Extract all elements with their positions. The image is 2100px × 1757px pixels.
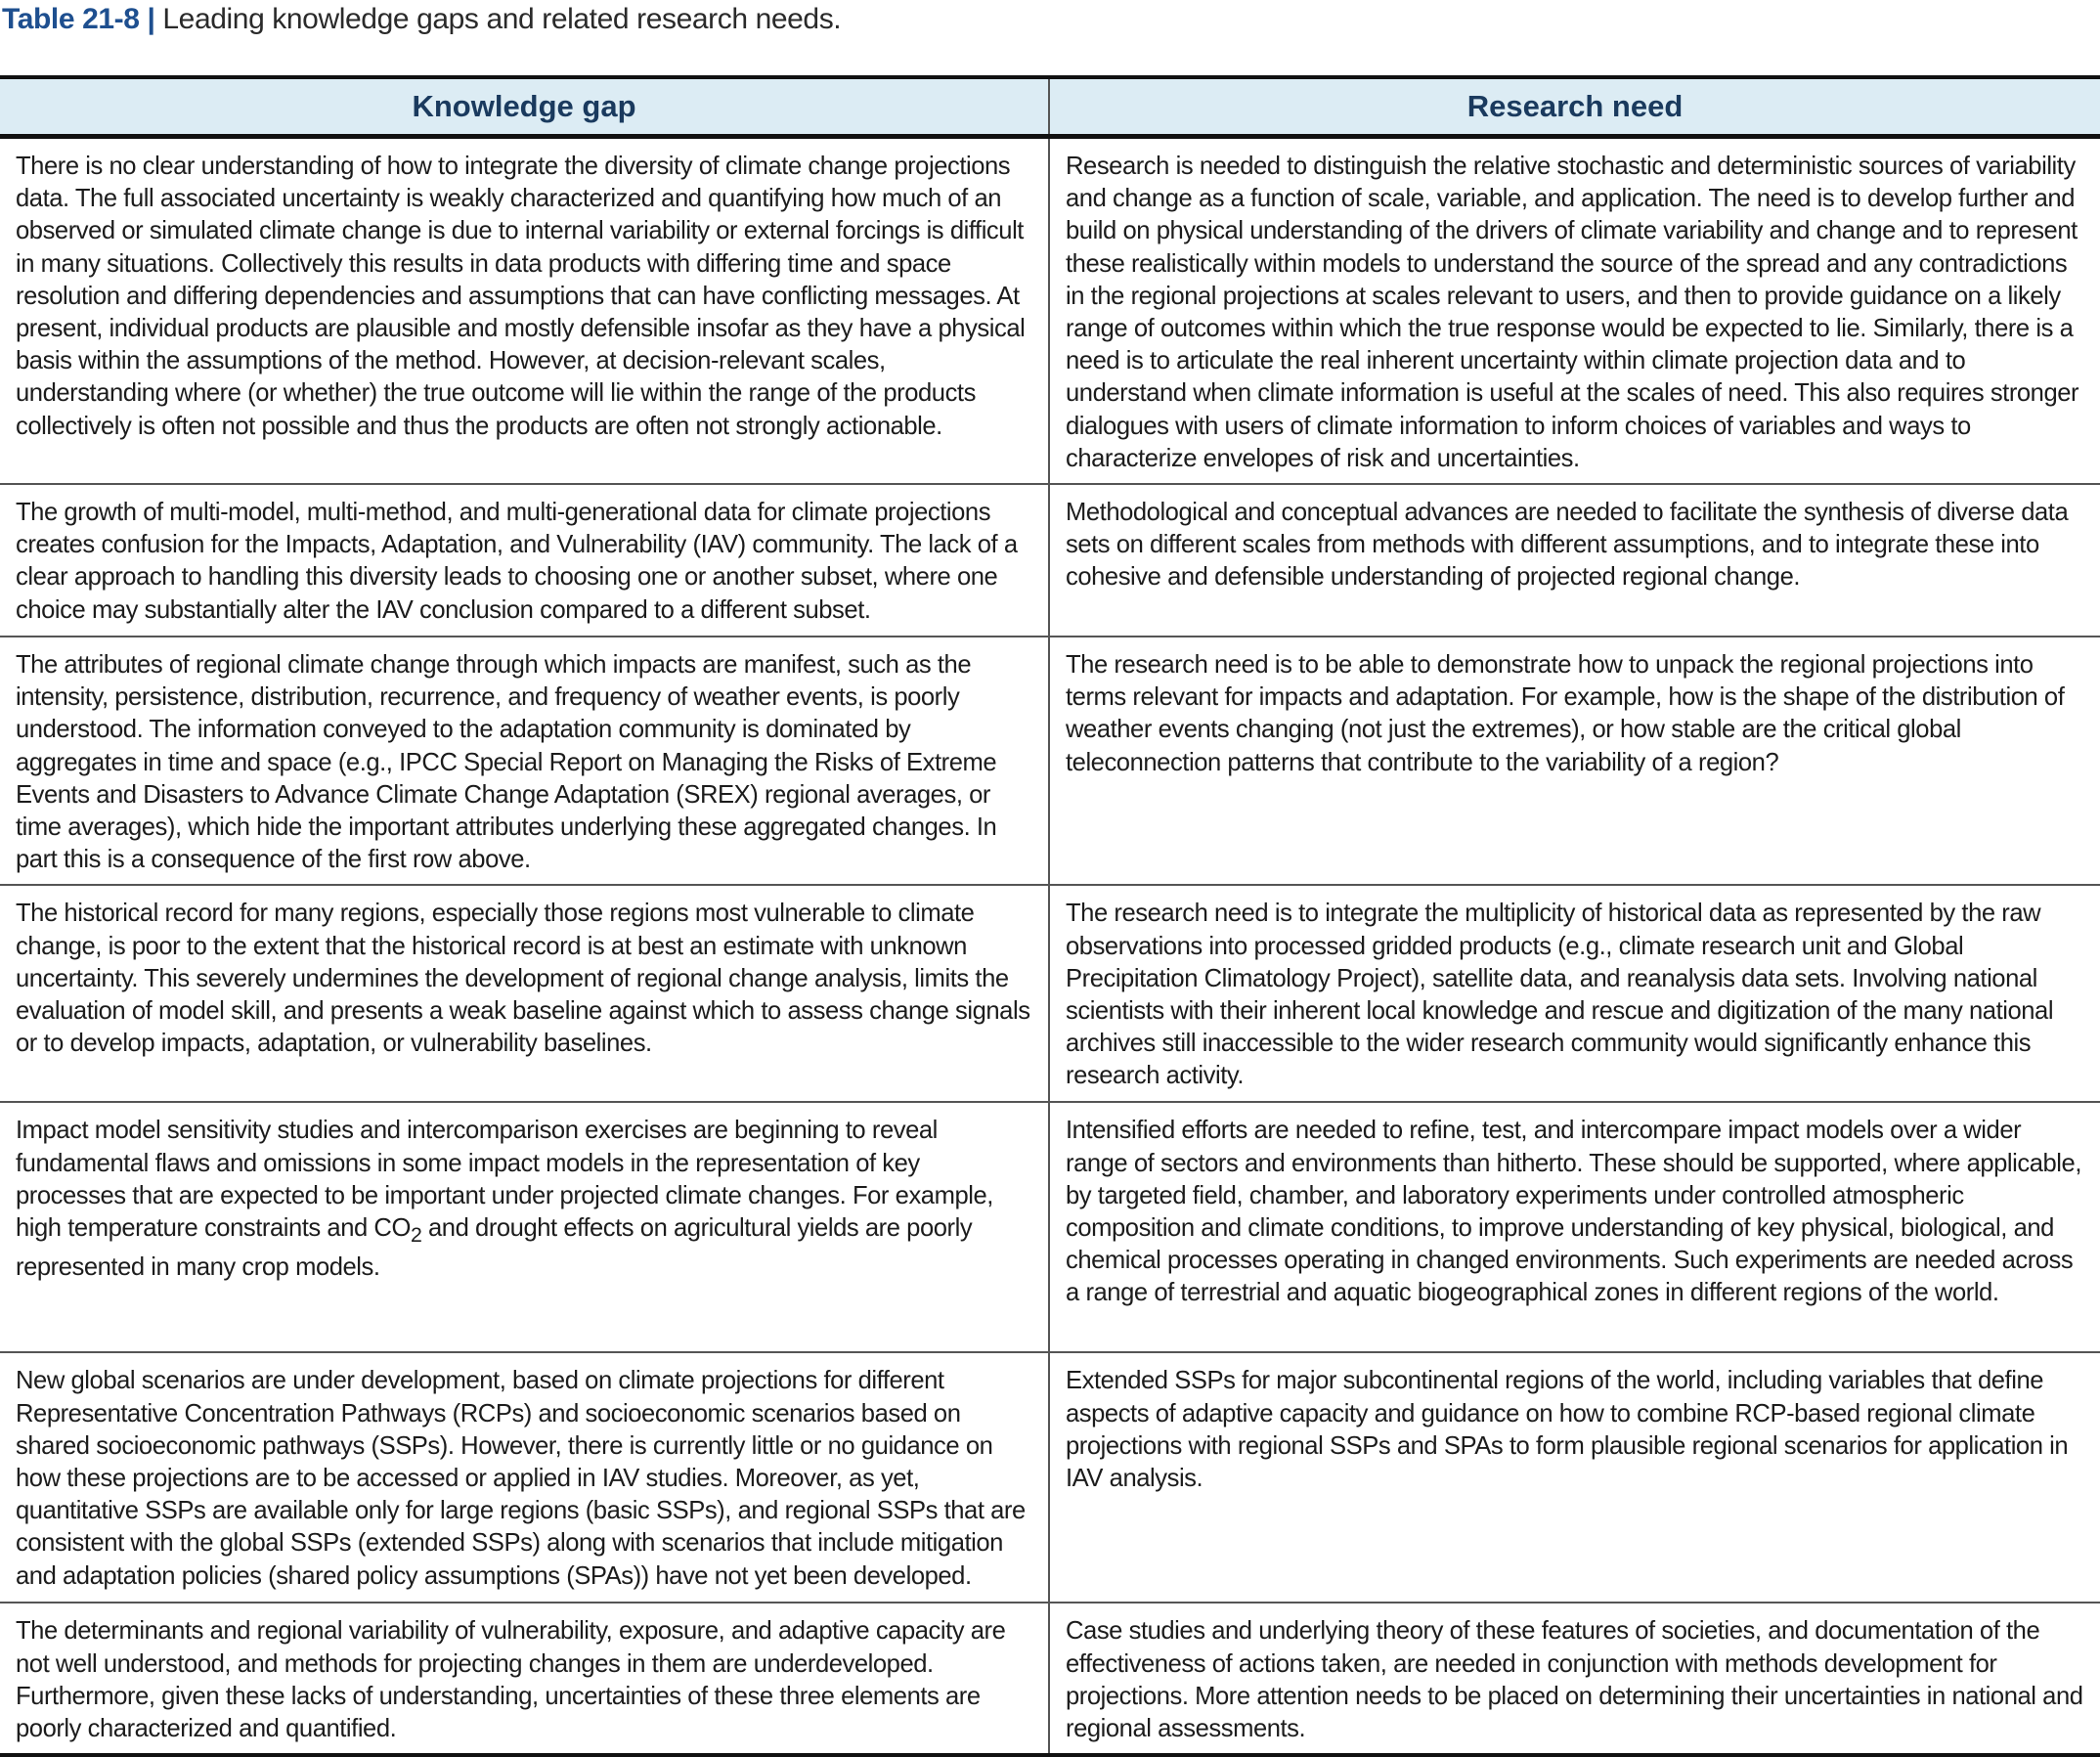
header-row <box>0 77 2100 137</box>
knowledge-gap-cell <box>0 637 1049 885</box>
knowledge-gap-cell <box>0 1603 1049 1755</box>
knowledge-gap-cell <box>0 137 1049 485</box>
research-need-cell <box>1049 1603 2100 1755</box>
table-row <box>0 137 2100 485</box>
research-need-cell <box>1049 137 2100 485</box>
cell-text: The historical record for many regions, especially those regions most vulnerable to climate change, is poor to the extent that the historical record is at best an estimate with unknown uncertainty. This severely undermines the development of regional change analysis, limits the evaluation of model skill, and presents a weak baseline against which to assess change signals or to develop impacts, adaptation, or vulnerability baselines. <box>16 900 1030 1058</box>
knowledge-gap-cell <box>0 885 1049 1102</box>
cell-text: The determinants and regional variability of vulnerability, exposure, and adaptive capacity are not well understood, and methods for projecting changes in them are underdeveloped. Furthermore, given these lacks of understanding, uncertainties of these three elements are poorly characterized and quantified. <box>16 1617 1006 1743</box>
cell-text: Intensified efforts are needed to refine, test, and intercompare impact models over a wider range of sectors and environments than hitherto. These should be supported, where applicable, by targeted field, chamber, and laboratory experiments under controlled atmospheric composition and climate conditions, to improve understanding of key physical, biological, and chemical processes operating in changed environments. Such experiments are needed across a range of terrestrial and aquatic biogeographical zones in different regions of the world. <box>1066 1117 2081 1307</box>
cell-text-part: Impact model sensitivity studies and intercomparison exercises are beginning to reveal fundamental flaws and omissions in some impact models in the representation of key processes that are expected to be important under projected climate changes. For example, high temperature constraints and CO <box>16 1117 993 1243</box>
caption-separator: | <box>147 3 155 35</box>
table-number: Table 21-8 <box>2 3 140 35</box>
table-row <box>0 885 2100 1102</box>
cell-text: Research is needed to distinguish the relative stochastic and deterministic sources of variability and change as a function of scale, variable, and application. The need is to develop further and build on physical understanding of the drivers of climate variability and change and to represent these realistically within models to understand the source of the spread and any contradictions in the regional projections at scales relevant to users, and then to provide guidance on a likely range of outcomes within which the true response would be expected to lie. Similarly, there is a need is to articulate the real inherent uncertainty within climate projection data and to understand when climate information is useful at the scales of need. This also requires stronger dialogues with users of climate information to inform choices of variables and ways to characterize envelopes of risk and uncertainties. <box>1066 153 2079 472</box>
research-need-cell <box>1049 885 2100 1102</box>
table-row <box>0 1352 2100 1603</box>
cell-text: There is no clear understanding of how to integrate the diversity of climate change projections data. The full associated uncertainty is weakly characterized and quantifying how much of an observed or simulated climate change is due to internal variability or external forcings is difficult in many situations. Collectively this results in data products with differing time and space resolution and differing dependencies and assumptions that can have conflicting messages. At present, individual products are plausible and mostly defensible insofar as they have a physical basis within the assumptions of the method. However, at decision-relevant scales, understanding where (or whether) the true outcome will lie within the range of the products collectively is often not possible and thus the products are often not strongly actionable. <box>16 153 1026 440</box>
header-research-need: Research need <box>1049 77 2100 137</box>
table-row <box>0 484 2100 637</box>
table-title: Leading knowledge gaps and related research needs. <box>162 3 842 35</box>
table-header <box>0 77 2100 137</box>
table-row <box>0 1603 2100 1755</box>
table-row <box>0 637 2100 885</box>
subscript-2: 2 <box>410 1223 422 1248</box>
cell-text: The research need is to integrate the multiplicity of historical data as represented by the raw observations into processed gridded products (e.g., climate research unit and Global Precipitation Climatology Project), satellite data, and reanalysis data sets. Involving national scientists with their inherent local knowledge and rescue and digitization of the many national archives still inaccessible to the wider research community would significantly enhance this research activity. <box>1066 900 2054 1090</box>
table-body <box>0 137 2100 1756</box>
cell-text: The attributes of regional climate change through which impacts are manifest, such as the intensity, persistence, distribution, recurrence, and frequency of weather events, is poorly understood. The information conveyed to the adaptation community is dominated by aggregates in time and space (e.g., IPCC Special Report on Managing the Risks of Extreme Events and Disasters to Advance Climate Change Adaptation (SREX) regional averages, or time averages), which hide the important attributes underlying these aggregated changes. In part this is a consequence of the first row above. <box>16 651 997 874</box>
cell-text: The growth of multi-model, multi-method, and multi-generational data for climate projections creates confusion for the Impacts, Adaptation, and Vulnerability (IAV) community. The lack of a clear approach to handling this diversity leads to choosing one or another subset, where one choice may substantially alter the IAV conclusion compared to a different subset. <box>16 499 1018 624</box>
cell-text <box>16 1115 1034 1284</box>
knowledge-gaps-table <box>0 75 2100 1757</box>
cell-text: Methodological and conceptual advances are needed to facilitate the synthesis of diverse data sets on different scales from methods with different assumptions, and to integrate these into cohesive and defensible understanding of projected regional change. <box>1066 499 2069 592</box>
research-need-cell <box>1049 637 2100 885</box>
cell-text: New global scenarios are under development, based on climate projections for different Representative Concentration Pathways (RCPs) and socioeconomic scenarios based on shared socioeconomic pathways (SSPs). However, there is currently little or no guidance on how these projections are to be accessed or applied in IAV studies. Moreover, as yet, quantitative SSPs are available only for large regions (basic SSPs), and regional SSPs that are consistent with the global SSPs (extended SSPs) along with scenarios that include mitigation and adaptation policies (shared policy assumptions (SPAs)) have not yet been developed. <box>16 1367 1026 1590</box>
table-row <box>0 1102 2100 1352</box>
cell-text: Extended SSPs for major subcontinental regions of the world, including variables that define aspects of adaptive capacity and guidance on how to combine RCP-based regional climate projections with regional SSPs and SPAs to form plausible regional scenarios for application in IAV analysis. <box>1066 1367 2069 1493</box>
research-need-cell <box>1049 1102 2100 1352</box>
knowledge-gap-cell <box>0 1352 1049 1603</box>
table-caption <box>2 2 841 37</box>
cell-text-part: and drought effects on agricultural yields are poorly represented in many crop models. <box>16 1214 973 1282</box>
cell-text: The research need is to be able to demonstrate how to unpack the regional projections into terms relevant for impacts and adaptation. For example, how is the shape of the distribution of weather events changing (not just the extremes), or how stable are the critical global teleconnection patterns that contribute to the variability of a region? <box>1066 651 2065 776</box>
knowledge-gap-cell <box>0 484 1049 637</box>
knowledge-gap-cell <box>0 1102 1049 1352</box>
research-need-cell <box>1049 484 2100 637</box>
header-knowledge-gap: Knowledge gap <box>0 77 1049 137</box>
cell-text: Case studies and underlying theory of these features of societies, and documentation of the effectiveness of actions taken, are needed in conjunction with methods development for projections. More attention needs to be placed on determining their uncertainties in national and regional assessments. <box>1066 1617 2083 1743</box>
research-need-cell <box>1049 1352 2100 1603</box>
